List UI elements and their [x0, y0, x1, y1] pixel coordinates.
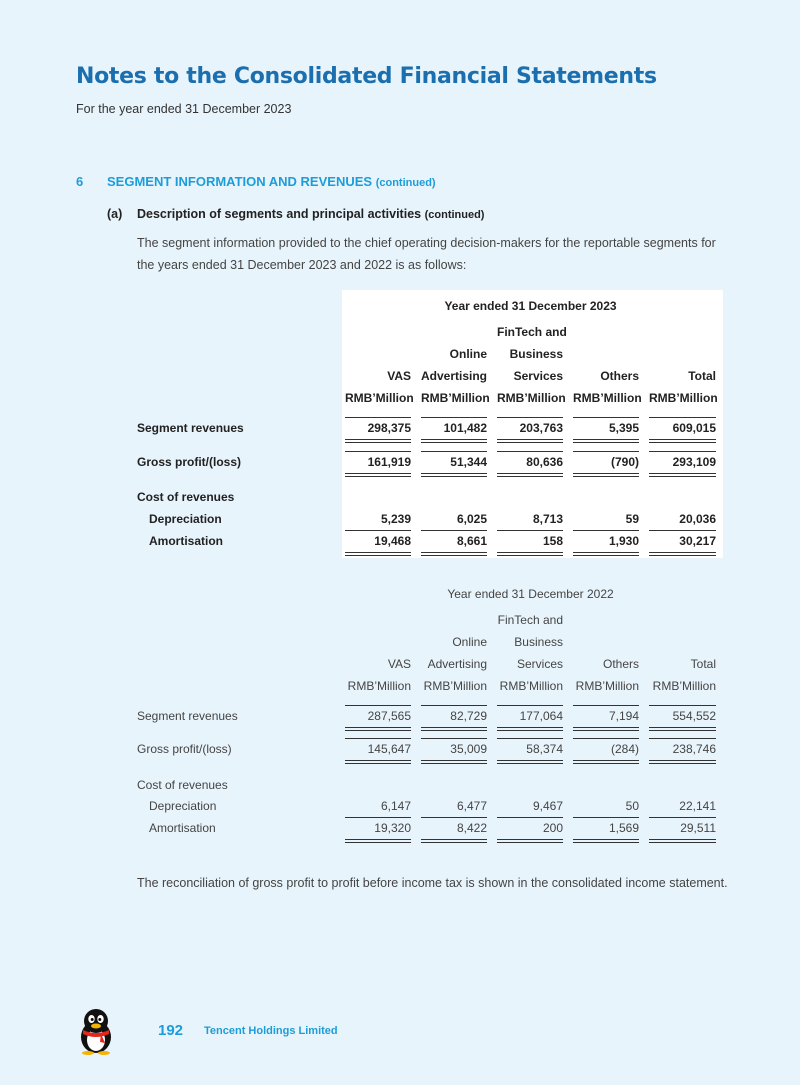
column-unit: RMB’Million	[347, 679, 411, 693]
rule-line	[421, 738, 487, 739]
column-unit: RMB’Million	[499, 679, 563, 693]
row-label: Depreciation	[149, 799, 217, 813]
table-cell: 145,647	[367, 742, 411, 756]
table-cell: 6,025	[456, 512, 487, 526]
row-label: Cost of revenues	[137, 490, 235, 504]
table-cell: 8,661	[456, 534, 487, 548]
table-row-amortisation	[0, 534, 800, 552]
rule-line	[421, 451, 487, 452]
table-cell: 59	[625, 512, 639, 526]
double-rule	[649, 839, 716, 843]
column-unit: RMB’Million	[497, 391, 566, 405]
table-row-depreciation	[0, 512, 800, 530]
rule-line	[497, 451, 563, 452]
column-unit-row	[0, 391, 800, 409]
row-label: Gross profit/(loss)	[137, 455, 242, 469]
table-row-segment-revenues	[0, 709, 800, 727]
column-header-line3	[0, 369, 800, 387]
section-title-text: SEGMENT INFORMATION AND REVENUES	[107, 174, 373, 189]
table-cell: 200	[542, 821, 563, 835]
rule-line	[421, 705, 487, 706]
rule-line	[649, 530, 716, 531]
table-cell: 293,109	[672, 455, 716, 469]
rule-line	[649, 738, 716, 739]
page-number: 192	[158, 1022, 184, 1039]
table-cell: 29,511	[680, 821, 716, 835]
double-rule	[421, 727, 487, 731]
double-rule	[345, 839, 411, 843]
column-header-text: VAS	[387, 657, 411, 671]
rule-line	[497, 705, 563, 706]
table-row-gross-profit	[0, 455, 800, 473]
table-row-gross-profit	[0, 742, 800, 760]
double-rule	[649, 727, 716, 731]
footnote: The reconciliation of gross profit to profit before income tax is shown in the consolidated income statement.	[137, 876, 728, 890]
rule-line	[497, 738, 563, 739]
rule-line	[649, 817, 716, 818]
column-header-line3	[0, 657, 800, 675]
table-cell: 177,064	[519, 709, 563, 723]
rule-line	[573, 530, 639, 531]
column-header-text: Business	[514, 635, 563, 649]
column-header-text: Advertising	[427, 657, 487, 671]
rule-line	[421, 417, 487, 418]
penguin-icon	[76, 1007, 116, 1055]
subsection-label: (a)	[107, 207, 123, 221]
subsection-title	[137, 207, 484, 221]
rule-line	[345, 817, 411, 818]
table-cell: 1,569	[608, 821, 639, 835]
rule-line	[573, 451, 639, 452]
table-row-cost-of-revenues	[0, 778, 800, 796]
table-cell: 161,919	[367, 455, 411, 469]
section-number: 6	[76, 174, 84, 189]
double-rule	[573, 552, 639, 556]
row-label: Depreciation	[149, 512, 222, 526]
column-header-text: Advertising	[421, 369, 488, 383]
column-header-text: Services	[513, 369, 563, 383]
intro-paragraph: The segment information provided to the chief operating decision-makers for the reportable segments for the years ended 31 December 2023 and 2022 is as follows:	[137, 236, 716, 272]
column-unit-row	[0, 679, 800, 697]
section-title-suffix: (continued)	[375, 177, 436, 189]
rule-line	[345, 705, 411, 706]
double-rule	[573, 760, 639, 764]
table-cell: 203,763	[519, 421, 563, 435]
rule-line	[649, 705, 716, 706]
column-unit: RMB’Million	[652, 679, 716, 693]
rule-line	[345, 738, 411, 739]
section-title	[107, 174, 436, 189]
table-cell: 609,015	[672, 421, 716, 435]
table-cell: 1,930	[608, 534, 639, 548]
table-cell: (284)	[610, 742, 639, 756]
table-cell: 554,552	[672, 709, 716, 723]
rule-line	[649, 417, 716, 418]
table-cell: 298,375	[367, 421, 411, 435]
column-header-text: VAS	[387, 369, 411, 383]
column-header-text: Others	[602, 657, 639, 671]
page-subtitle: For the year ended 31 December 2023	[76, 102, 292, 116]
column-header-text: Business	[509, 347, 563, 361]
double-rule	[573, 839, 639, 843]
column-header-text: FinTech and	[497, 613, 563, 627]
rule-line	[421, 530, 487, 531]
double-rule	[421, 839, 487, 843]
table-cell: 51,344	[450, 455, 487, 469]
double-rule	[649, 473, 716, 477]
column-header-line2	[0, 635, 800, 653]
column-unit: RMB’Million	[421, 391, 490, 405]
double-rule	[421, 439, 487, 443]
table-cell: 19,468	[374, 534, 411, 548]
rule-line	[345, 451, 411, 452]
row-label: Segment revenues	[137, 709, 238, 723]
table-cell: 9,467	[532, 799, 563, 813]
double-rule	[573, 727, 639, 731]
table-row-segment-revenues	[0, 421, 800, 439]
column-header-text: Online	[452, 635, 487, 649]
double-rule	[497, 727, 563, 731]
table-cell: 22,141	[679, 799, 716, 813]
table-row-cost-of-revenues	[0, 490, 800, 508]
column-header-text: Total	[688, 369, 716, 383]
rule-line	[573, 417, 639, 418]
table-cell: 6,477	[456, 799, 487, 813]
double-rule	[649, 439, 716, 443]
column-unit: RMB’Million	[573, 391, 642, 405]
page-title: Notes to the Consolidated Financial Statements	[76, 64, 657, 89]
table-cell: 6,147	[380, 799, 411, 813]
row-label: Amortisation	[149, 534, 224, 548]
double-rule	[497, 760, 563, 764]
table-cell: 7,194	[608, 709, 639, 723]
double-rule	[345, 760, 411, 764]
column-unit: RMB’Million	[345, 391, 414, 405]
column-header-line2	[0, 347, 800, 365]
rule-line	[497, 417, 563, 418]
double-rule	[421, 760, 487, 764]
table-cell: 101,482	[443, 421, 487, 435]
table-cell: 20,036	[679, 512, 716, 526]
rule-line	[421, 817, 487, 818]
row-label: Cost of revenues	[137, 778, 228, 792]
table-cell: 158	[542, 534, 563, 548]
double-rule	[345, 439, 411, 443]
double-rule	[421, 473, 487, 477]
column-header-text: Others	[600, 369, 639, 383]
column-unit: RMB’Million	[423, 679, 487, 693]
table-cell: 35,009	[450, 742, 487, 756]
table-cell: 238,746	[672, 742, 716, 756]
table-period-heading: Year ended 31 December 2022	[447, 587, 614, 601]
column-unit: RMB’Million	[649, 391, 718, 405]
column-header-text: Services	[516, 657, 563, 671]
double-rule	[345, 473, 411, 477]
column-header-text: Online	[449, 347, 487, 361]
rule-line	[573, 738, 639, 739]
column-header-line1	[0, 613, 800, 631]
table-cell: 5,239	[380, 512, 411, 526]
table-row-depreciation	[0, 799, 800, 817]
rule-line	[573, 817, 639, 818]
table-cell: 8,422	[456, 821, 487, 835]
table-cell: (790)	[610, 455, 639, 469]
table-cell: 80,636	[526, 455, 563, 469]
subsection-title-suffix: (continued)	[424, 209, 485, 221]
table-cell: 287,565	[367, 709, 411, 723]
row-label: Amortisation	[149, 821, 216, 835]
double-rule	[573, 473, 639, 477]
table-cell: 82,729	[450, 709, 487, 723]
table-cell: 19,320	[374, 821, 411, 835]
double-rule	[345, 552, 411, 556]
table-row-amortisation	[0, 821, 800, 839]
column-header-text: FinTech and	[497, 325, 567, 339]
company-name: Tencent Holdings Limited	[204, 1025, 338, 1037]
rule-line	[345, 417, 411, 418]
column-header-line1	[0, 325, 800, 343]
double-rule	[497, 439, 563, 443]
column-unit: RMB’Million	[575, 679, 639, 693]
double-rule	[497, 473, 563, 477]
table-cell: 8,713	[532, 512, 563, 526]
table-period-heading: Year ended 31 December 2023	[444, 299, 617, 313]
double-rule	[497, 839, 563, 843]
rule-line	[345, 530, 411, 531]
rule-line	[497, 530, 563, 531]
double-rule	[649, 760, 716, 764]
subsection-title-text: Description of segments and principal activities	[137, 207, 422, 221]
table-cell: 5,395	[608, 421, 639, 435]
table-cell: 50	[625, 799, 639, 813]
double-rule	[497, 552, 563, 556]
double-rule	[345, 727, 411, 731]
table-cell: 30,217	[679, 534, 716, 548]
rule-line	[497, 817, 563, 818]
double-rule	[421, 552, 487, 556]
column-header-text: Total	[690, 657, 716, 671]
double-rule	[573, 439, 639, 443]
rule-line	[573, 705, 639, 706]
double-rule	[649, 552, 716, 556]
row-label: Segment revenues	[137, 421, 244, 435]
row-label: Gross profit/(loss)	[137, 742, 232, 756]
table-cell: 58,374	[526, 742, 563, 756]
rule-line	[649, 451, 716, 452]
